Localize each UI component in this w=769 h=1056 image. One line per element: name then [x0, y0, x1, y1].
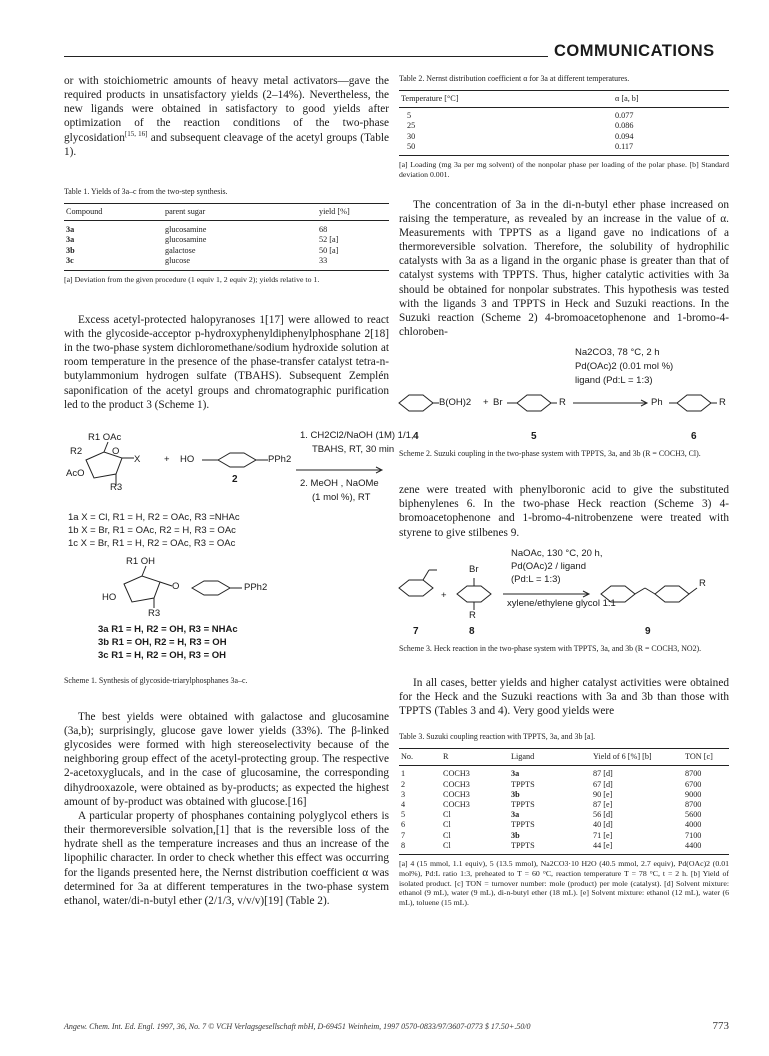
table-cell: 3 [401, 789, 406, 799]
table-cell: 3a [66, 225, 75, 235]
table-cell: 2 [401, 779, 406, 789]
s2-compound-6: 6 [691, 431, 697, 443]
s1-pph2: PPh2 [268, 453, 292, 465]
page-number: 773 [712, 1020, 729, 1032]
table-cell: 4400 [685, 840, 702, 850]
table-cell: 87 [e] [593, 800, 613, 810]
s1-r2: R2 [70, 445, 83, 457]
table-cell: 9000 [685, 789, 702, 799]
s1-aco: AcO [66, 467, 85, 479]
scheme-3 [399, 548, 729, 660]
table-cell: 30 [407, 131, 416, 141]
s3-compound-8: 8 [469, 625, 475, 637]
table-2-caption: Table 2. Nernst distribution coefficient α for 3a at different temperatures. [399, 74, 630, 83]
s2-plus: + [483, 397, 489, 409]
t2-header-temp: Temperature [°C] [401, 94, 459, 103]
s1-ho2: HO [102, 591, 117, 603]
table-cell: 0.094 [615, 131, 634, 141]
table-2 [399, 74, 729, 180]
table-cell: 5 [401, 810, 406, 820]
t3-header-yield: Yield of 6 [%] [b] [593, 752, 652, 762]
s1-step1b: TBAHS, RT, 30 min [312, 443, 395, 455]
table-1-caption: Table 1. Yields of 3a–c from the two-step synthesis. [64, 186, 228, 196]
scheme-2 [399, 343, 729, 461]
table-cell: 56 [d] [593, 810, 613, 820]
s2-compound-5: 5 [531, 431, 537, 443]
table-cell: 6700 [685, 779, 702, 789]
s1-plus: + [164, 453, 170, 465]
s1-legend-3c: 3c R1 = H, R2 = OH, R3 = OH [98, 649, 227, 661]
table-cell: 0.077 [615, 111, 634, 121]
table-cell: 4000 [685, 820, 702, 830]
table-cell: 87 [d] [593, 769, 613, 779]
table-row [399, 790, 729, 800]
table-1 [64, 187, 389, 285]
table-cell: 44 [e] [593, 840, 613, 850]
t3-header-ton: TON [c] [685, 752, 713, 762]
table-cell: Cl [443, 840, 451, 850]
table-cell: 33 [319, 255, 328, 265]
table-3 [399, 732, 729, 908]
s3-plus: + [441, 589, 447, 601]
table-cell: 52 [a] [319, 235, 339, 245]
table-cell: 25 [407, 121, 416, 131]
table-cell: 68 [319, 225, 328, 235]
right-column [399, 74, 729, 908]
t3-header-r: R [443, 752, 449, 762]
s1-step2: 2. MeOH , NaOMe [300, 477, 379, 489]
table-cell: 4 [401, 800, 406, 810]
header-rule [64, 56, 614, 57]
s3-cond3: (Pd:L = 1:3) [511, 573, 561, 585]
table-cell: 50 [a] [319, 245, 339, 255]
table-cell: glucosamine [165, 235, 207, 245]
table-cell: 3c [66, 255, 74, 265]
s3-cond4: xylene/ethylene glycol 1:1 [507, 597, 616, 609]
table-cell: 3a [511, 769, 520, 779]
table-cell: TPPTS [511, 820, 535, 830]
scheme-1-caption: Scheme 1. Synthesis of glycoside-triarylphosphanes 3a–c. [64, 675, 248, 685]
table-cell: 5 [407, 111, 412, 121]
s1-step2b: (1 mol %), RT [312, 491, 371, 503]
table-cell: 3b [511, 830, 520, 840]
paragraph-6: zene were treated with phenylboronic acid to give the substituted biphenylenes 6. In the two-phase Heck reaction (Scheme 3) 4-bromoacetophenone and 1-bromo-4-nitrobenzene were treated with styrene to give stilbenes 9. [399, 484, 729, 539]
table-cell: COCH3 [443, 789, 470, 799]
table-3-footnote: [a] 4 (15 mmol, 1.1 equiv), 5 (13.5 mmol), Na2CO3·10 H2O (40.5 mmol, 2.7 equiv), Pd(OAc)2 (0.01 mol%), Pd:L ratio 1:3, preheated to T = 60 °C, reaction temperature T = 78 °C, t = 2 h. [b] Yield of isolated product. [c] TON = turnover number: mole (product) per mole (catalyst). [d] Solvent mixture: ethanol (9 mL), water (9 mL), di-n-butyl ether (18 mL). [e] Solvent mixture: ethanol (12 mL), water (6 mL), toluene (15 mL). [399, 859, 729, 908]
table-cell: COCH3 [443, 769, 470, 779]
table-row [399, 780, 729, 790]
t1-header-yield: yield [%] [319, 206, 350, 216]
s3-br: Br [469, 563, 479, 575]
s1-r1oac: R1 OAc [88, 431, 122, 443]
table-cell: TPPTS [511, 779, 535, 789]
s3-compound-7: 7 [413, 625, 419, 637]
s1-step1: 1. CH2Cl2/NaOH (1M) 1/1, [300, 429, 414, 441]
s2-ph: Ph [651, 397, 663, 409]
table-cell: Cl [443, 820, 451, 830]
scheme-1-drawing [64, 426, 389, 688]
t1-header-compound: Compound [66, 206, 103, 216]
s2-cond2: Pd(OAc)2 (0.01 mol %) [575, 361, 674, 373]
s1-o2: O [172, 580, 180, 592]
table-cell: 8700 [685, 800, 702, 810]
t3-header-no: No. [401, 752, 414, 762]
s3-r: R [469, 609, 476, 621]
table-cell: galactose [165, 245, 196, 255]
table-cell: 1 [401, 769, 406, 779]
s1-legend-1b: 1b X = Br, R1 = OAc, R2 = H, R3 = OAc [68, 524, 236, 536]
paragraph-3: The best yields were obtained with galactose and glucosamine (3a,b); surprisingly, glucose gave lower yields (33%). The β-linked glycosides were formed with high stereoselectivity because of the neighboring group effect of the acetyl-protecting group. The respective 2-acetoxyglucals, and in the case of glucosamine, the corresponding dihydrooxazole, were obtained as by-products; as expected the highest amount of by-product was obtained with glucose.[16] [64, 710, 389, 808]
table-cell: 50 [407, 141, 416, 151]
table-cell: TPPTS [511, 800, 535, 810]
table-cell: 6 [401, 820, 406, 830]
table-cell: glucose [165, 255, 191, 265]
table-cell: 8700 [685, 769, 702, 779]
table-cell: glucosamine [165, 225, 207, 235]
section-title: COMMUNICATIONS [548, 42, 715, 61]
s1-o: O [112, 445, 120, 457]
table-cell: 67 [d] [593, 779, 613, 789]
table-cell: 7100 [685, 830, 702, 840]
table-cell: 3b [66, 245, 75, 255]
table-cell: Cl [443, 830, 451, 840]
table-cell: Cl [443, 810, 451, 820]
footer-citation: Angew. Chem. Int. Ed. Engl. 1997, 36, No. 7 © VCH Verlagsgesellschaft mbH, D-69451 Weinheim, 1997 0570-0833/97/3607-0773 $ 17.50+.50/0 [64, 1022, 531, 1031]
s2-compound-4: 4 [413, 431, 419, 443]
s3-cond1: NaOAc, 130 °C, 20 h, [511, 547, 603, 559]
table-cell: TPPTS [511, 840, 535, 850]
t2-header-alpha: α [a, b] [615, 94, 639, 103]
s1-ho: HO [180, 453, 195, 465]
s3-cond2: Pd(OAc)2 / ligand [511, 560, 586, 572]
s1-pph2-product: PPh2 [244, 581, 268, 593]
table-cell: 71 [e] [593, 830, 613, 840]
s2-r: R [559, 397, 566, 409]
table-cell: COCH3 [443, 800, 470, 810]
paragraph-1: or with stoichiometric amounts of heavy metal activators—gave the required products in unsatisfactory yields (2–14%). Nevertheless, the new ligands were obtained in satisfactory to good yields after optimization of the reaction conditions of the two-phase glycosidation[15, 16] and subsequent cleavage of the acetyl groups (Table 1). [64, 75, 389, 158]
s1-r3-product: R3 [148, 607, 161, 619]
t3-header-ligand: Ligand [511, 752, 535, 762]
table-row [399, 831, 729, 841]
s1-legend-3b: 3b R1 = OH, R2 = H, R3 = OH [98, 636, 227, 648]
table-cell: 0.117 [615, 141, 634, 151]
paragraph-2: Excess acetyl-protected halopyranoses 1[17] were allowed to react with the glycoside-acceptor p-hydroxyphenyldiphenylphosphane 2[18] in the two-phase system dichloromethane/sodium hydroxide solution at room temperature in the presence of the phase-transfer catalyst tetra-n-butylammonium hydrogen sulfate (TBAHS). Subsequent Zemplén saponification of the acetyl groups and chromatographic purification led to the product 3 (Scheme 1). [64, 313, 389, 411]
table-2-footnote: [a] Loading (mg 3a per mg solvent) of the nonpolar phase per loading of the polar phase. [b] Standard deviation 0.001. [399, 160, 729, 179]
paragraph-7: In all cases, better yields and higher catalyst activities were obtained for the Heck and the Suzuki reactions with 3a and 3b than those with TPPTS (Tables 3 and 4). Very good yields were [399, 676, 729, 718]
s2-cond3: ligand (Pd:L = 1:3) [575, 375, 653, 387]
s1-x: X [134, 453, 141, 465]
scheme-3-caption: Scheme 3. Heck reaction in the two-phase system with TPPTS, 3a, and 3b (R = COCH3, NO2). [399, 643, 702, 653]
paragraph-4: A particular property of phosphanes containing polyglycol ethers is their thermoreversible solvation,[1] that is the reversible loss of the hydrate shell as the temperature increases and thus an increase of the lipophilic character. In order to check whether this effect was occurring for the ligands presented here, the Nernst distribution coefficient α was determined for 3a at different temperatures in the two-phase system ethanol, water/di-n-butyl ether (2/1/3, v/v/v)[19] (Table 2). [64, 809, 389, 907]
table-cell: 8 [401, 840, 406, 850]
table-cell: 3a [511, 810, 520, 820]
s2-br: Br [493, 397, 503, 409]
s2-boh2: B(OH)2 [439, 397, 472, 409]
table-cell: 7 [401, 830, 406, 840]
table-row [399, 800, 729, 810]
s1-r3: R3 [110, 481, 123, 493]
table-cell: 3a [66, 235, 75, 245]
table-1-footnote: [a] Deviation from the given procedure (1 equiv 1, 2 equiv 2); yields relative to 1. [64, 274, 320, 284]
table-cell: 90 [e] [593, 789, 613, 799]
table-row [399, 810, 729, 820]
table-cell: 40 [d] [593, 820, 613, 830]
table-row [399, 766, 729, 780]
s3-r-product: R [699, 577, 706, 589]
s1-legend-1c: 1c X = Br, R1 = H, R2 = OAc, R3 = OAc [68, 537, 236, 549]
s3-compound-9: 9 [645, 625, 651, 637]
table-cell: 0.086 [615, 121, 634, 131]
table-row [399, 820, 729, 830]
paragraph-5: The concentration of 3a in the di-n-butyl ether phase increased on raising the temperature, as revealed by an increase in the value of α. Measurements with TPPTS as a ligand gave no indications of a thermoreversible solvation. Therefore, the solubility of hydrophilic catalysts with 3a as a ligand in the organic phase is greater than that of catalyst systems with TPPTS. Thus, higher catalytic activities with 3a should be obtained for nonpolar substrates. This hypothesis was tested with the ligands 3 and TPPTS in Heck and Suzuki reactions. In the Suzuki reaction (Scheme 2) 4-bromoacetophenone and 1-bromo-4-chloroben- [399, 198, 729, 339]
table-3-caption: Table 3. Suzuki coupling reaction with TPPTS, 3a, and 3b [a]. [399, 732, 596, 742]
t1-header-sugar: parent sugar [165, 206, 206, 216]
s2-cond1: Na2CO3, 78 °C, 2 h [575, 347, 660, 359]
table-cell: 3b [511, 789, 520, 799]
table-cell: COCH3 [443, 779, 470, 789]
s1-r1oh: R1 OH [126, 555, 156, 567]
page-footer [64, 1022, 729, 1031]
scheme-1 [64, 426, 414, 688]
table-cell: 5600 [685, 810, 702, 820]
s1-legend-3a: 3a R1 = H, R2 = OH, R3 = NHAc [98, 623, 238, 635]
s1-compound-2: 2 [232, 473, 238, 485]
table-3-body [399, 766, 729, 855]
s2-r-product: R [719, 397, 726, 409]
table-row [399, 841, 729, 855]
s1-legend-1a: 1a X = Cl, R1 = H, R2 = OAc, R3 =NHAc [68, 511, 240, 523]
scheme-2-caption: Scheme 2. Suzuki coupling in the two-phase system with TPPTS, 3a, and 3b (R = COCH3, Cl). [399, 449, 701, 459]
